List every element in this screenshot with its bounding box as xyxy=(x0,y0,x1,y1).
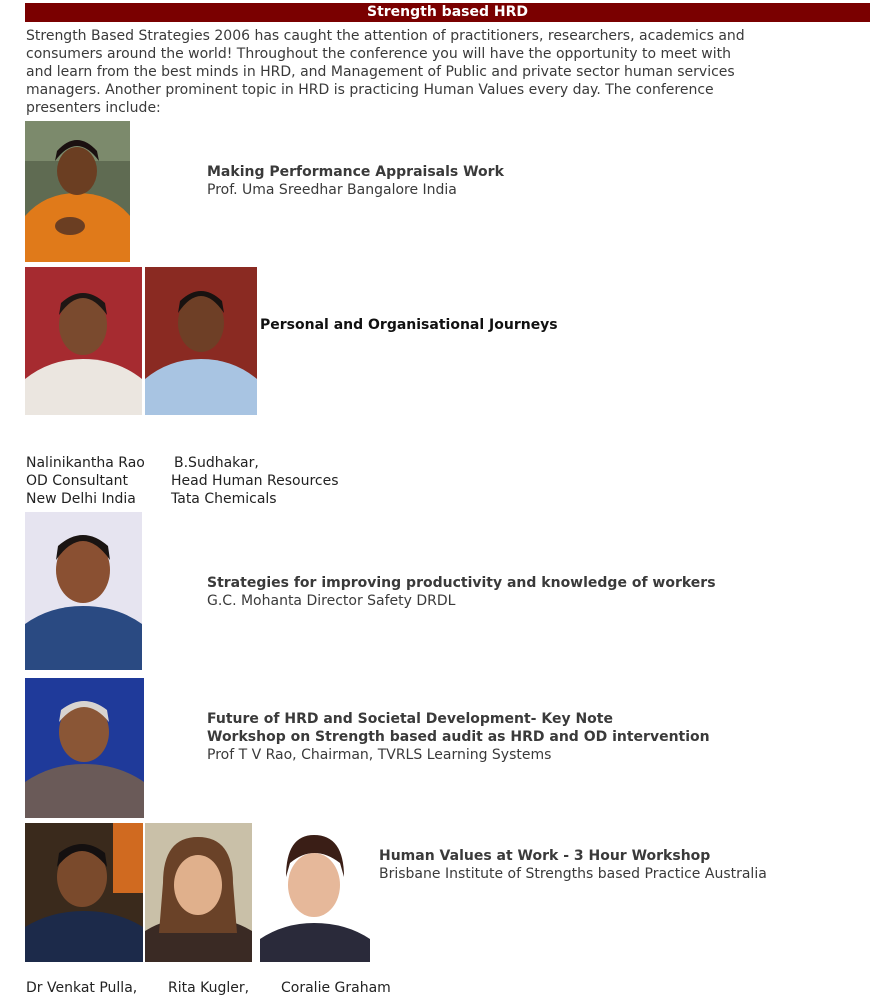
presenter-name: Nalinikantha Rao xyxy=(26,455,145,471)
presenter-photo-nalinikantha xyxy=(25,267,142,415)
presenter-photo-uma xyxy=(25,121,130,262)
presenter-photo-tvrao xyxy=(25,678,144,818)
section-header: Strength based HRD xyxy=(25,3,870,22)
session-title: Future of HRD and Societal Development- Key Note xyxy=(207,711,613,727)
session-title-secondary: Workshop on Strength based audit as HRD and OD intervention xyxy=(207,729,710,745)
session-title: Making Performance Appraisals Work xyxy=(207,164,504,180)
presenter-name: Rita Kugler, xyxy=(168,980,250,996)
presenter-photo-venkat xyxy=(25,823,143,962)
session-title: Personal and Organisational Journeys xyxy=(260,317,558,333)
presenter-photo-coralie xyxy=(254,823,375,962)
presenter-place: New Delhi India xyxy=(26,491,136,507)
presenter-role: Head Human Resources xyxy=(171,473,339,489)
intro-paragraph: Strength Based Strategies 2006 has caught the attention of practitioners, researchers, academics and consumers around the world! Throughout the conference you will have the opportunity to meet with and learn from the best minds in HRD, and Management of Public and private sector human services managers. Another prominent topic in HRD is practicing Human Values every day. The conference presenters include: xyxy=(26,28,745,116)
session-presenter: G.C. Mohanta Director Safety DRDL xyxy=(207,593,456,609)
session-presenter: Brisbane Institute of Strengths based Practice Australia xyxy=(379,866,767,882)
presenter-role: OD Consultant xyxy=(26,473,128,489)
presenter-name: Coralie Graham xyxy=(281,980,391,996)
session-title: Human Values at Work - 3 Hour Workshop xyxy=(379,848,711,864)
presenter-photo-rita xyxy=(145,823,252,962)
session-presenter: Prof. Uma Sreedhar Bangalore India xyxy=(207,182,457,198)
presenter-photo-mohanta xyxy=(25,512,142,670)
session-title: Strategies for improving productivity and knowledge of workers xyxy=(207,575,716,591)
presenter-name: Dr Venkat Pulla, xyxy=(26,980,138,996)
session-presenter: Prof T V Rao, Chairman, TVRLS Learning Systems xyxy=(207,747,552,763)
presenter-place: Tata Chemicals xyxy=(171,491,277,507)
presenter-photo-sudhakar xyxy=(145,267,257,415)
presenter-name: B.Sudhakar, xyxy=(174,455,259,471)
